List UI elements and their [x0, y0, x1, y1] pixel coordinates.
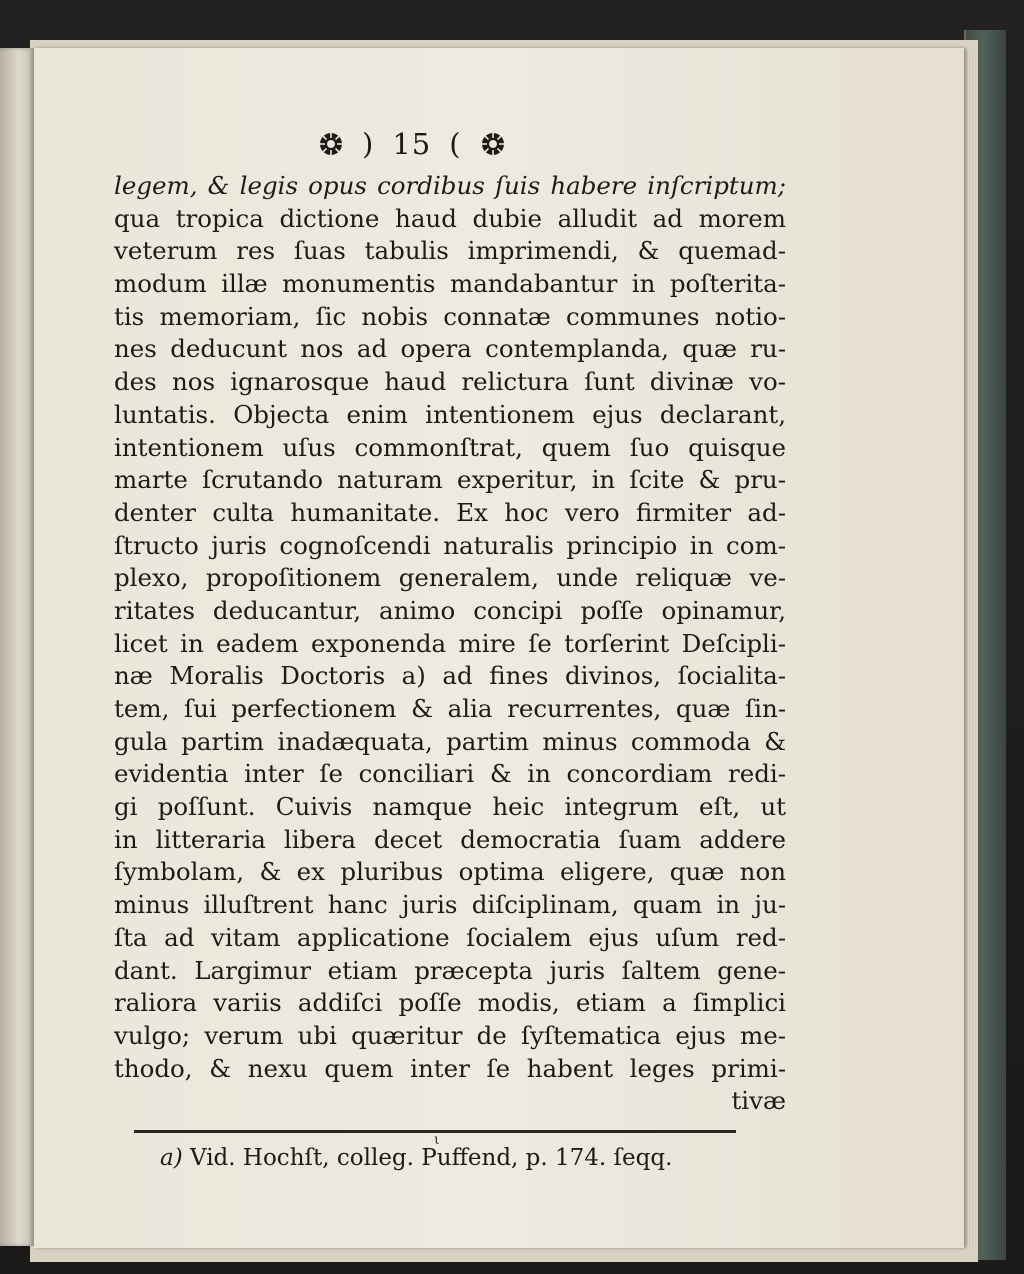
text-line: evidentia inter ſe conciliari & in concordiam redi-: [114, 759, 786, 789]
flower-ornament-icon: [318, 131, 344, 157]
footnote-text: Vid. Hochſt, colleg. Puffend, p. 174. ſeqq.: [190, 1144, 673, 1171]
text-line: gi poſſunt. Cuivis namque heic integrum eſt, ut: [114, 792, 786, 822]
text-line: licet in eadem exponenda mire ſe torſerint Deſcipli-: [114, 628, 786, 658]
page-number: 15: [392, 127, 432, 161]
body-text: [114, 170, 786, 1118]
text-line: modum illæ monumentis mandabantur in poſterita-: [114, 269, 786, 299]
text-line: des nos ignarosque haud relictura ſunt divinæ vo-: [114, 367, 786, 397]
text-line: ſymbolam, & ex pluribus optima eligere, quæ non: [114, 857, 786, 887]
text-line: ſta ad vitam applicatione ſocialem ejus uſum red-: [114, 922, 786, 952]
left-page-edge: [0, 48, 34, 1246]
text-line: ſtructo juris cognoſcendi naturalis principio in com-: [114, 530, 786, 560]
text-line: minus illuſtrent hanc juris diſciplinam, quam in ju-: [114, 890, 786, 920]
text-line: thodo, & nexu quem inter ſe habent leges primi-: [114, 1053, 786, 1083]
text-line: raliora variis addiſci poſſe modis, etiam a ſimplici: [114, 988, 786, 1018]
text-line: legem, & legis opus cordibus ſuis habere inſcriptum;: [114, 171, 786, 200]
text-line: luntatis. Objecta enim intentionem ejus declarant,: [114, 399, 786, 429]
header-bracket-left: ): [362, 127, 375, 161]
text-line: vulgo; verum ubi quæritur de ſyſtematica ejus me-: [114, 1020, 786, 1050]
text-line: in litteraria libera decet democratia ſuam addere: [114, 824, 786, 854]
header-bracket-right: (: [449, 127, 462, 161]
text-line: dant. Largimur etiam præcepta juris ſaltem gene-: [114, 955, 786, 985]
text-line: gula partim inadæquata, partim minus commoda &: [114, 726, 786, 756]
footnote-mark: a): [160, 1144, 183, 1171]
catchword: tivæ: [731, 1086, 786, 1116]
text-line: plexo, propoſitionem generalem, unde reliquæ ve-: [114, 563, 786, 593]
text-line: nes deducunt nos ad opera contemplanda, quæ ru-: [114, 334, 786, 364]
running-header: [114, 118, 786, 170]
stray-mark: ι: [434, 1132, 440, 1148]
text-line: intentionem uſus commonſtrat, quem ſuo quisque: [114, 432, 786, 462]
flower-ornament-icon: [480, 131, 506, 157]
page-stack-edges: [964, 52, 976, 1248]
text-line: veterum res ſuas tabulis imprimendi, & quemad-: [114, 236, 786, 266]
text-line: næ Moralis Doctoris a) ad fines divinos, ſocialita-: [114, 661, 786, 691]
text-line: tem, ſui perfectionem & alia recurrentes, quæ ſin-: [114, 694, 786, 723]
text-line: ritates deducantur, animo concipi poſſe opinamur,: [114, 595, 786, 625]
text-line: denter culta humanitate. Ex hoc vero firmiter ad-: [114, 497, 786, 527]
text-line: tis memoriam, ſic nobis connatæ communes notio-: [114, 301, 786, 331]
footnote: [114, 1141, 786, 1175]
text-line: marte ſcrutando naturam experitur, in ſcite & pru-: [114, 465, 786, 495]
text-line: qua tropica dictione haud dubie alludit ad morem: [114, 203, 786, 233]
text-block: [114, 118, 786, 1175]
